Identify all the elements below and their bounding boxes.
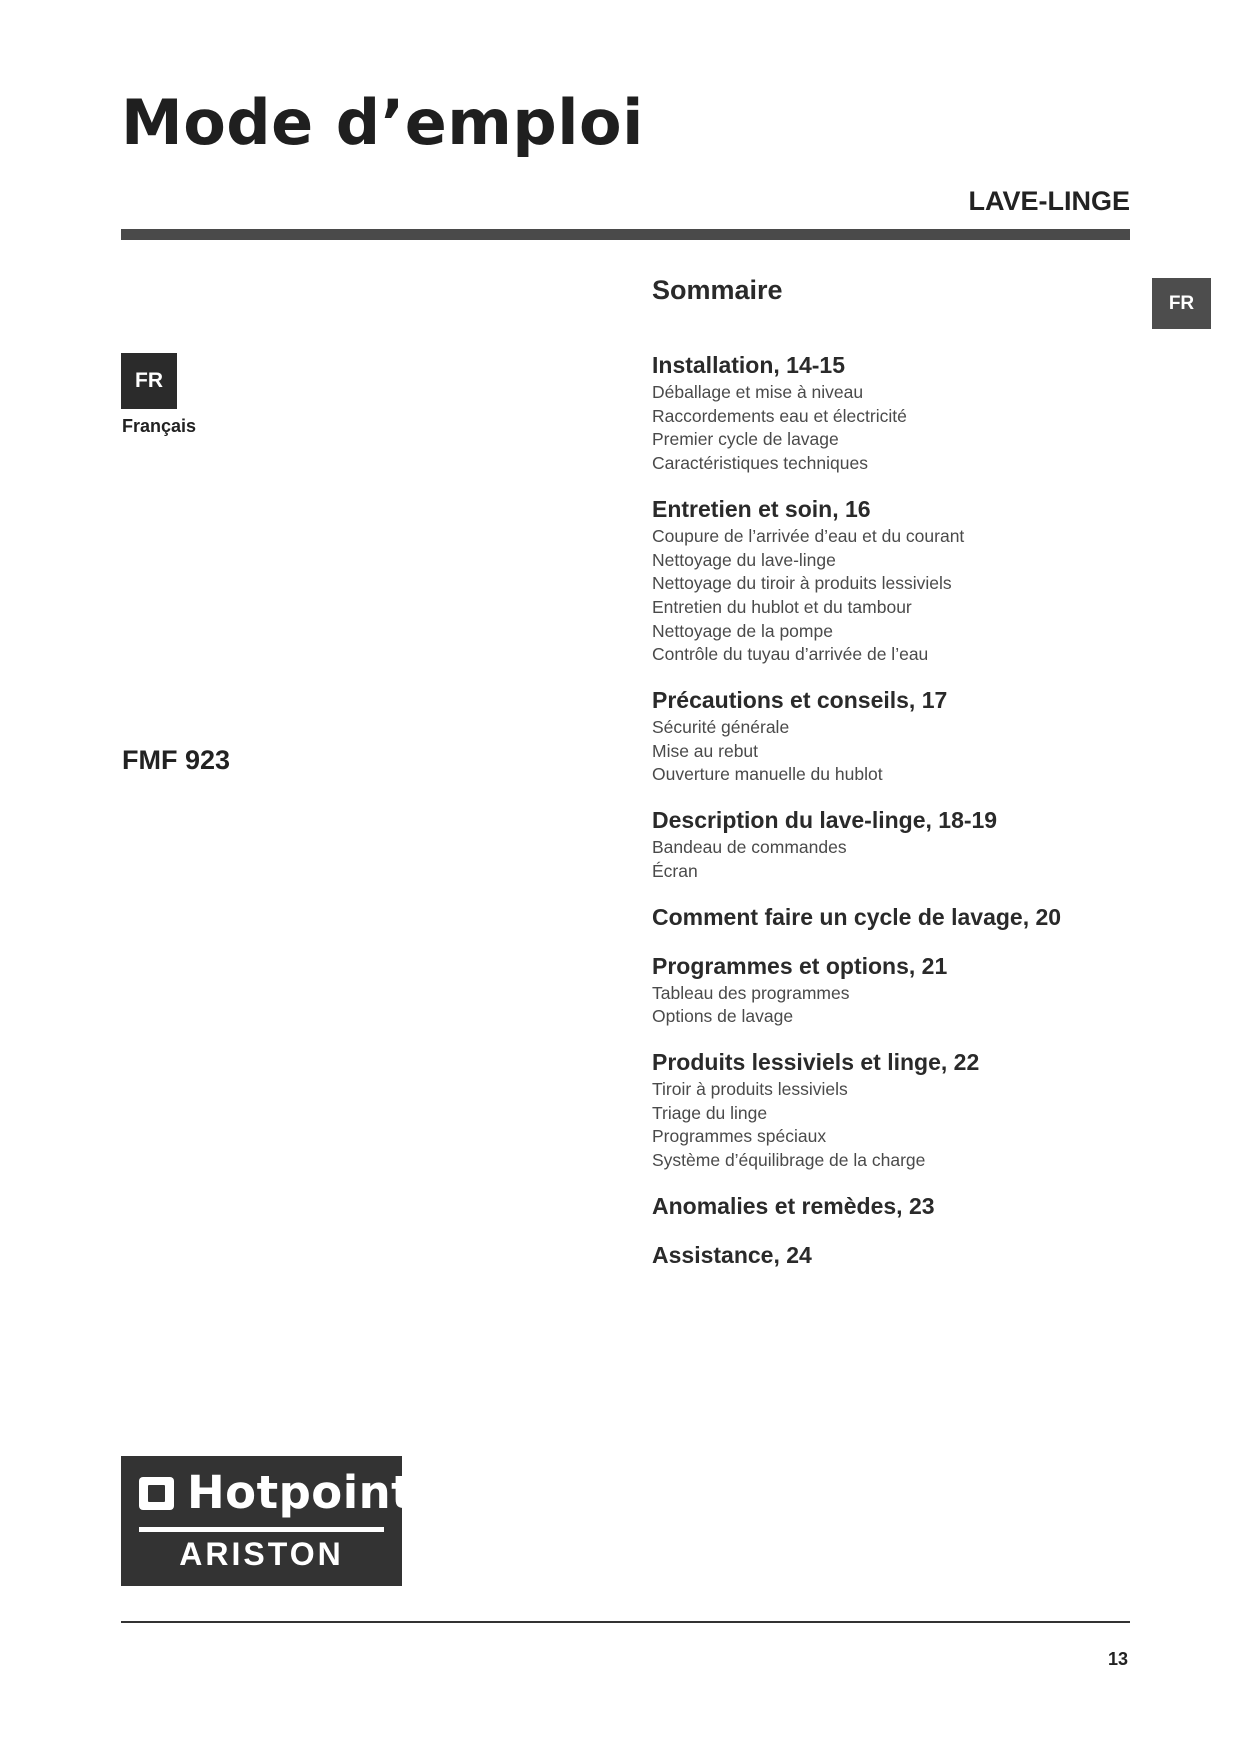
toc-item: Entretien du hublot et du tambour <box>652 596 912 617</box>
toc-sections <box>652 350 1122 1271</box>
footer-divider <box>121 1621 1130 1623</box>
language-badge: FR <box>121 353 177 409</box>
toc-item: Nettoyage de la pompe <box>652 620 833 641</box>
logo-sub-text: ARISTON <box>179 1536 344 1572</box>
toc-section <box>652 805 1122 883</box>
page-title: Mode d’emploi <box>121 86 644 159</box>
toc-section-title: Description du lave-linge, 18-19 <box>652 807 998 834</box>
toc-item: Ouverture manuelle du hublot <box>652 764 883 785</box>
toc-item: Coupure de l’arrivée d’eau et du courant <box>652 525 965 546</box>
toc-section-title: Anomalies et remèdes, 23 <box>652 1192 935 1219</box>
document-subtitle: LAVE-LINGE <box>968 186 1130 216</box>
toc-item: Bandeau de commandes <box>652 837 847 858</box>
toc-item: Options de lavage <box>652 1006 794 1027</box>
toc-item: Nettoyage du tiroir à produits lessiviels <box>652 573 952 594</box>
toc-section <box>652 685 1122 787</box>
toc-section <box>652 1047 1122 1173</box>
page-number: 13 <box>1107 1649 1128 1669</box>
toc-section <box>652 1191 1122 1222</box>
toc-item-list <box>652 525 1122 667</box>
toc-section-title: Installation, 14-15 <box>652 352 846 378</box>
toc-item: Contrôle du tuyau d’arrivée de l’eau <box>652 644 929 665</box>
toc-section <box>652 902 1122 933</box>
toc-heading: Sommaire <box>652 275 783 305</box>
toc-section-title: Entretien et soin, 16 <box>652 495 871 522</box>
language-name: Français <box>122 416 197 436</box>
toc-item: Premier cycle de lavage <box>652 429 839 450</box>
model-number: FMF 923 <box>122 745 231 775</box>
toc-item: Écran <box>652 860 698 881</box>
toc-section <box>652 1240 1122 1271</box>
toc-item: Déballage et mise à niveau <box>652 382 864 402</box>
toc-section <box>652 951 1122 1029</box>
toc-item: Tiroir à produits lessiviels <box>652 1078 848 1099</box>
toc-section-title: Précautions et conseils, 17 <box>652 687 948 714</box>
toc-item: Caractéristiques techniques <box>652 453 868 474</box>
toc-item: Mise au rebut <box>652 740 759 761</box>
toc-section-title: Programmes et options, 21 <box>652 952 948 979</box>
brand-logo <box>121 1456 414 1586</box>
toc-item: Triage du linge <box>652 1102 768 1123</box>
toc-section-title: Produits lessiviels et linge, 22 <box>652 1048 980 1075</box>
toc-item: Nettoyage du lave-linge <box>652 549 836 570</box>
toc-section-title: Comment faire un cycle de lavage, 20 <box>652 903 1062 930</box>
toc-section <box>652 350 1122 476</box>
logo-mark-icon <box>139 1477 174 1510</box>
toc-item-list <box>652 716 1122 787</box>
toc-item: Sécurité générale <box>652 717 790 738</box>
toc-item: Système d’équilibrage de la charge <box>652 1150 926 1171</box>
language-side-tab: FR <box>1152 278 1211 329</box>
logo-divider <box>139 1527 384 1532</box>
toc-section <box>652 494 1122 667</box>
logo-brand-text: Hotpoint <box>187 1466 414 1519</box>
toc-item: Raccordements eau et électricité <box>652 405 907 426</box>
toc-section-title: Assistance, 24 <box>652 1241 812 1268</box>
toc-item: Programmes spéciaux <box>652 1126 827 1147</box>
toc-item-list <box>652 982 1122 1029</box>
table-of-contents <box>652 272 1122 1289</box>
toc-item: Tableau des programmes <box>652 982 850 1003</box>
toc-item-list <box>652 381 1122 476</box>
toc-item-list <box>652 1078 1122 1173</box>
header-divider <box>121 229 1130 240</box>
toc-item-list <box>652 836 1122 883</box>
